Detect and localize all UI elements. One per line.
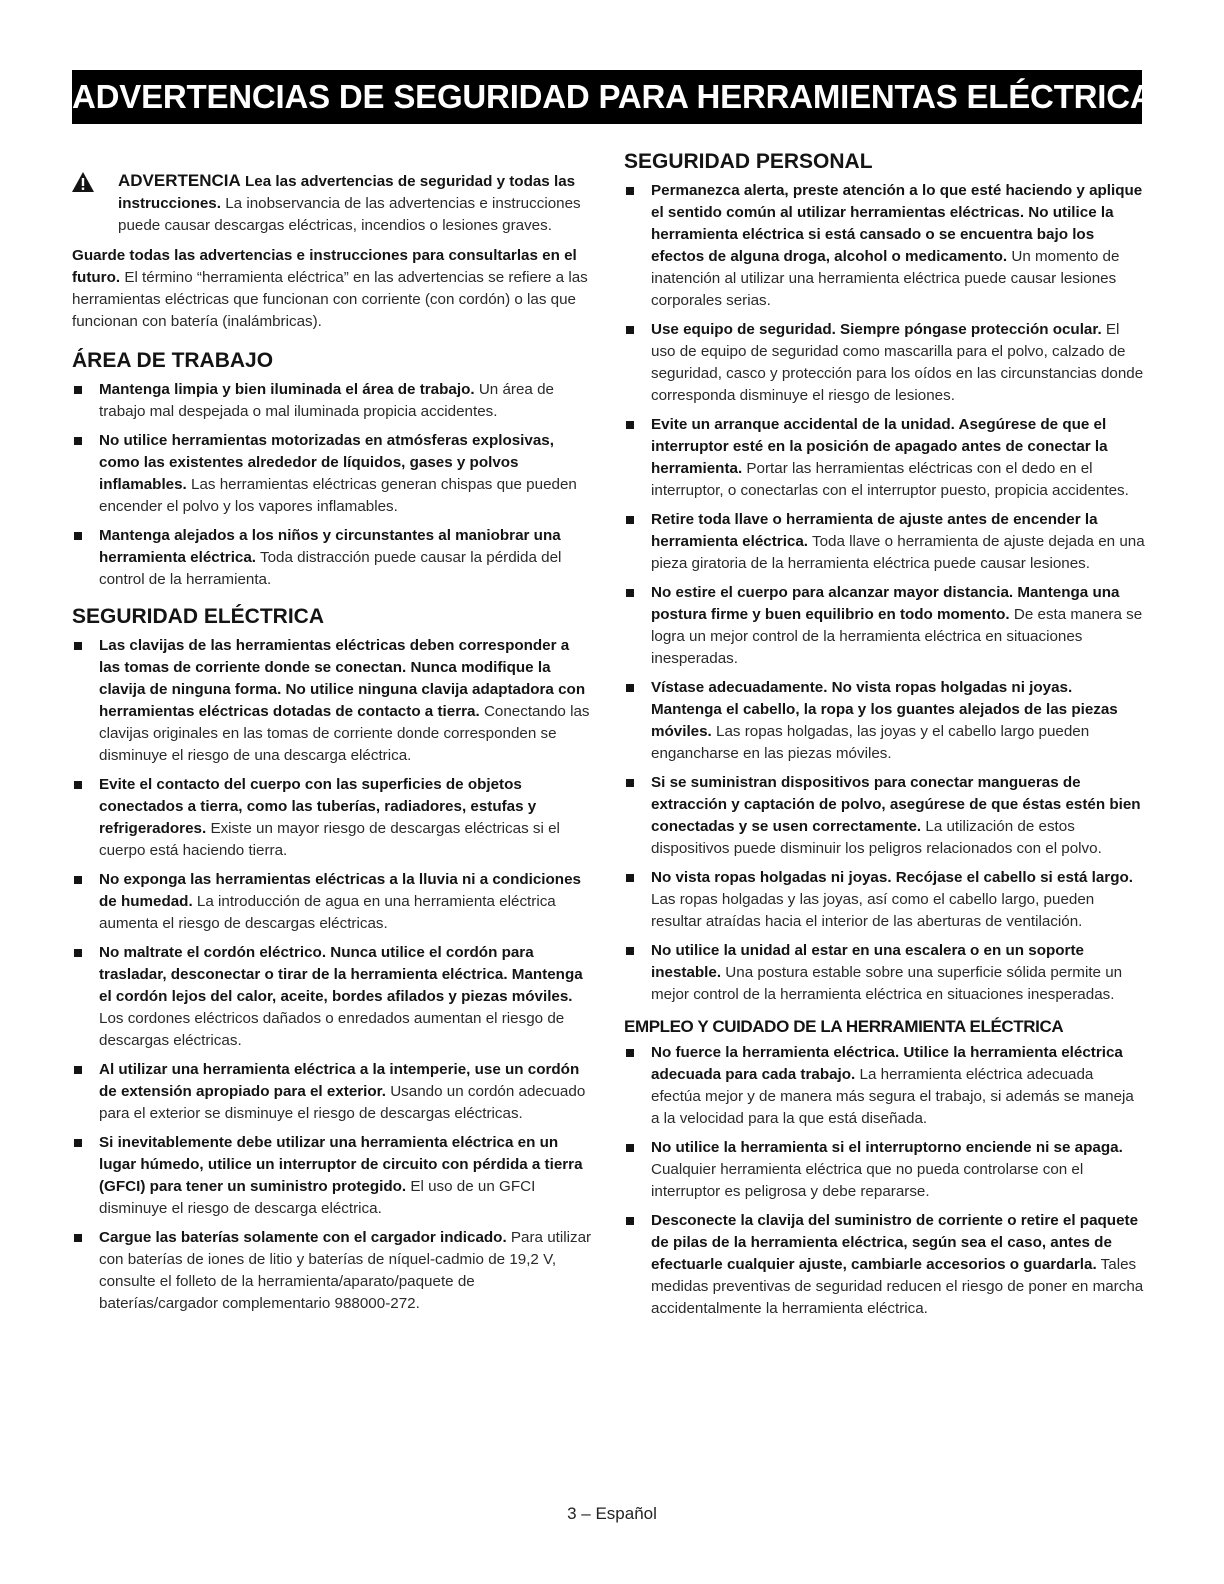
page-number: 3 – Español — [567, 1504, 657, 1523]
bullet-icon — [626, 779, 634, 787]
seguridad-electrica-section — [72, 605, 592, 1315]
list-item: Evite el contacto del cuerpo con las superficies de objetos conectados a tierra, como las tuberías, radiadores, estufas y refrigeradores. Existe un mayor riesgo de descargas eléctricas si el cuerpo está haciendo tierra. — [72, 774, 592, 862]
bullet-icon — [74, 1066, 82, 1074]
seguridad-personal-list — [624, 180, 1146, 1006]
bullet-icon — [74, 949, 82, 957]
section-heading: ÁREA DE TRABAJO — [72, 349, 274, 372]
warning-title: ADVERTENCIA — [118, 171, 241, 190]
list-item: Si inevitablemente debe utilizar una herramienta eléctrica en un lugar húmedo, utilice un interruptor de circuito con pérdida a tierra (GFCI) para tener un suministro protegido. El uso de un GFCI disminuye el riesgo de descarga eléctrica. — [72, 1132, 592, 1220]
bullet-icon — [626, 187, 634, 195]
warning-text: La inobservancia de las advertencias e instrucciones puede causar descargas eléctricas, incendios o lesiones graves. — [118, 195, 581, 234]
list-item: No fuerce la herramienta eléctrica. Utilice la herramienta eléctrica adecuada para cada trabajo. La herramienta eléctrica adecuada efectúa mejor y de manera más segura el trabajo, si además se maneja a la velocidad para la que está diseñada. — [624, 1042, 1146, 1130]
bullet-icon — [74, 642, 82, 650]
section-heading: EMPLEO Y CUIDADO DE LA HERRAMIENTA ELÉCTRICA — [624, 1017, 1064, 1036]
bullet-icon — [626, 874, 634, 882]
list-item: Permanezca alerta, preste atención a lo que esté haciendo y aplique el sentido común al utilizar herramientas eléctricas. No utilice la herramienta eléctrica si está cansado o se encuentra bajo los efectos de alguna droga, alcohol o medicamento. Un momento de inatención al utilizar una herramienta eléctrica puede causar lesiones corporales serias. — [624, 180, 1146, 312]
intro-bold-text: Guarde todas las advertencias e instrucciones para consultarlas en el futuro. — [72, 247, 577, 286]
bullet-icon — [74, 1139, 82, 1147]
list-item: Cargue las baterías solamente con el cargador indicado. Para utilizar con baterías de iones de litio y baterías de níquel-cadmio de 19,2 V, consulte el folleto de la herramienta/aparato/paquete de baterías/cargador complementario 988000-272. — [72, 1227, 592, 1315]
bullet-icon — [626, 1144, 634, 1152]
list-item: Las clavijas de las herramientas eléctricas deben corresponder a las tomas de corriente donde se conectan. Nunca modifique la clavija de ninguna forma. No utilice ninguna clavija adaptadora con herramientas eléctricas dotadas de contacto a tierra. Conectando las clavijas originales en las tomas de corriente donde corresponden se disminuye el riesgo de una descarga eléctrica. — [72, 635, 592, 767]
list-item: No estire el cuerpo para alcanzar mayor distancia. Mantenga una postura firme y buen equilibrio en todo momento. De esta manera se logra un mejor control de la herramienta eléctrica en situaciones inesperadas. — [624, 582, 1146, 670]
bullet-icon — [74, 437, 82, 445]
list-item: Desconecte la clavija del suministro de corriente o retire el paquete de pilas de la herramienta eléctrica, según sea el caso, antes de efectuarle cualquier ajuste, cambiarle accesorios o guardarla. Tales medidas preventivas de seguridad reducen el riesgo de poner en marcha accidentalmente la herramienta eléctrica. — [624, 1210, 1146, 1320]
list-item: Mantenga limpia y bien iluminada el área de trabajo. Un área de trabajo mal despejada o mal iluminada propicia accidentes. — [72, 379, 592, 423]
bullet-icon — [626, 589, 634, 597]
list-item: Al utilizar una herramienta eléctrica a la intemperie, use un cordón de extensión apropiado para el exterior. Usando un cordón adecuado para el exterior se disminuye el riesgo de descargas eléctricas. — [72, 1059, 592, 1125]
intro-text: El término “herramienta eléctrica” en las advertencias se refiere a las herramientas eléctricas que funcionan con corriente (con cordón) o las que funcionan con batería (inalámbricas). — [72, 269, 588, 330]
warning-triangle-icon — [72, 172, 94, 192]
section-heading: SEGURIDAD PERSONAL — [624, 150, 873, 173]
right-column — [624, 150, 1146, 1327]
bullet-icon — [626, 684, 634, 692]
bullet-icon — [74, 1234, 82, 1242]
bullet-icon — [626, 1217, 634, 1225]
list-item: Vístase adecuadamente. No vista ropas holgadas ni joyas. Mantenga el cabello, la ropa y los guantes alejados de las piezas móviles. Las ropas holgadas, las joyas y el cabello largo pueden engancharse en las piezas móviles. — [624, 677, 1146, 765]
list-item: No vista ropas holgadas ni joyas. Recójase el cabello si está largo. Las ropas holgadas y las joyas, así como el cabello largo, pueden resultar atraídas hacia el interior de las aberturas de ventilación. — [624, 867, 1146, 933]
list-item: Use equipo de seguridad. Siempre póngase protección ocular. El uso de equipo de seguridad como mascarilla para el polvo, calzado de seguridad, casco y protección para los oídos en las circunstancias donde corresponda disminuye el riesgo de lesiones. — [624, 319, 1146, 407]
bullet-icon — [74, 781, 82, 789]
warning-block — [72, 170, 592, 237]
area-trabajo-section — [72, 349, 592, 591]
bullet-icon — [626, 1049, 634, 1057]
intro-paragraph — [72, 245, 592, 333]
bullet-icon — [626, 516, 634, 524]
left-column — [72, 150, 592, 1322]
empleo-cuidado-list — [624, 1042, 1146, 1320]
list-item: No maltrate el cordón eléctrico. Nunca utilice el cordón para trasladar, desconectar o tirar de la herramienta eléctrica. Mantenga el cordón lejos del calor, aceite, bordes afilados y piezas móviles. Los cordones eléctricos dañados o enredados aumentan el riesgo de descargas eléctricas. — [72, 942, 592, 1052]
bullet-icon — [74, 386, 82, 394]
list-item: Mantenga alejados a los niños y circunstantes al maniobrar una herramienta eléctrica. Toda distracción puede causar la pérdida del control de la herramienta. — [72, 525, 592, 591]
seguridad-electrica-list — [72, 635, 592, 1315]
bullet-icon — [74, 876, 82, 884]
area-trabajo-list — [72, 379, 592, 591]
list-item: No utilice herramientas motorizadas en atmósferas explosivas, como las existentes alrededor de líquidos, gases y polvos inflamables. Las herramientas eléctricas generan chispas que pueden encender el polvo y los vapores inflamables. — [72, 430, 592, 518]
warning-bold-text: Lea las advertencias de seguridad y todas las instrucciones. — [118, 173, 576, 212]
empleo-cuidado-section — [624, 1016, 1146, 1320]
page-banner-title: ADVERTENCIAS DE SEGURIDAD PARA HERRAMIENTAS ELÉCTRICAS — [72, 70, 1142, 124]
bullet-icon — [626, 326, 634, 334]
bullet-icon — [626, 421, 634, 429]
list-item: No exponga las herramientas eléctricas a la lluvia ni a condiciones de humedad. La introducción de agua en una herramienta eléctrica aumenta el riesgo de descargas eléctricas. — [72, 869, 592, 935]
list-item: No utilice la herramienta si el interruptorno enciende ni se apaga. Cualquier herramienta eléctrica que no pueda controlarse con el interruptor es peligrosa y debe repararse. — [624, 1137, 1146, 1203]
bullet-icon — [626, 947, 634, 955]
list-item: Evite un arranque accidental de la unidad. Asegúrese de que el interruptor esté en la posición de apagado antes de conectar la herramienta. Portar las herramientas eléctricas con el dedo en el interruptor, o conectarlas con el interruptor puesto, propicia accidentes. — [624, 414, 1146, 502]
list-item: No utilice la unidad al estar en una escalera o en un soporte inestable. Una postura estable sobre una superficie sólida permite un mejor control de la herramienta eléctrica en situaciones inesperadas. — [624, 940, 1146, 1006]
section-heading: SEGURIDAD ELÉCTRICA — [72, 605, 325, 628]
seguridad-personal-section — [624, 150, 1146, 1006]
list-item: Retire toda llave o herramienta de ajuste antes de encender la herramienta eléctrica. Toda llave o herramienta de ajuste dejada en una pieza giratoria de la herramienta eléctrica puede causar lesiones. — [624, 509, 1146, 575]
bullet-icon — [74, 532, 82, 540]
list-item: Si se suministran dispositivos para conectar mangueras de extracción y captación de polvo, asegúrese de que éstas estén bien conectadas y se usen correctamente. La utilización de estos dispositivos puede disminuir los peligros relacionados con el polvo. — [624, 772, 1146, 860]
